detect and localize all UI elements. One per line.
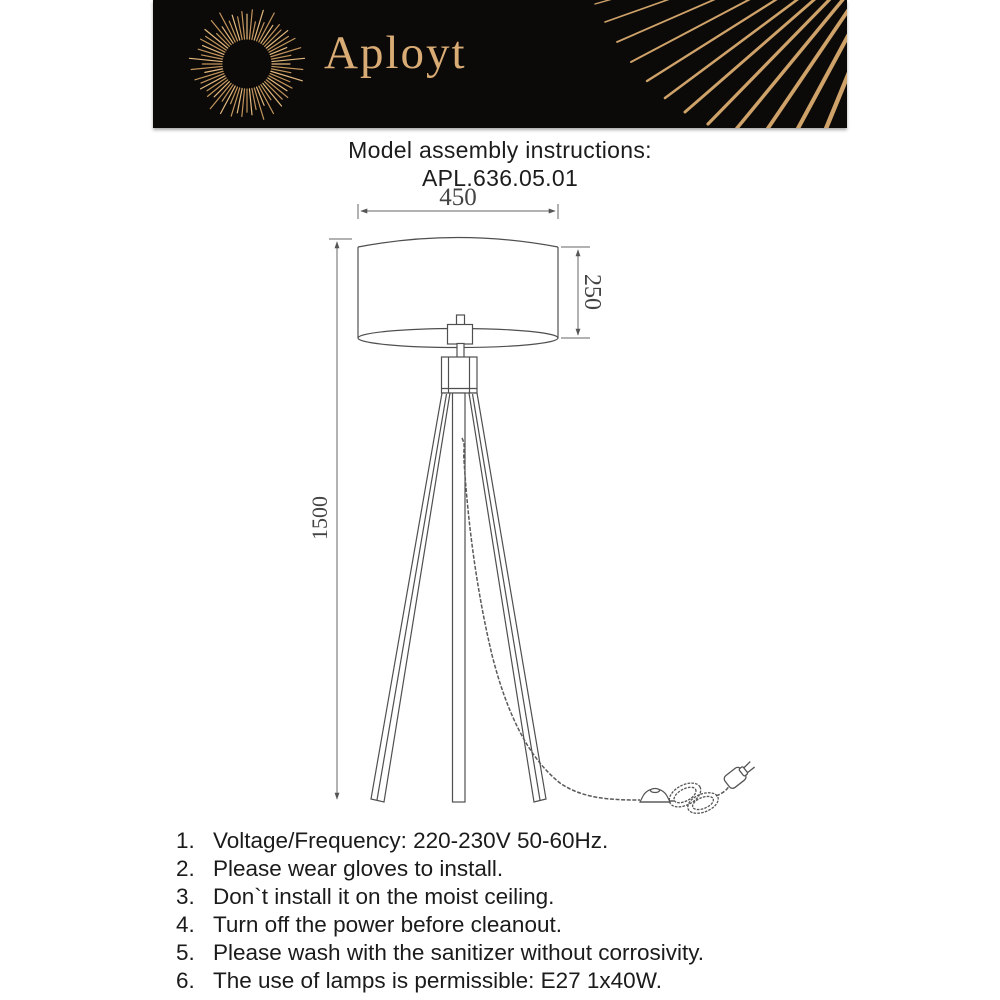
list-item <box>176 939 704 967</box>
item-number: 6. <box>176 968 195 993</box>
page-title: Model assembly instructions: <box>348 137 652 163</box>
list-item <box>176 911 704 939</box>
tripod-stand <box>371 344 546 803</box>
switch <box>640 789 670 803</box>
item-text: Turn off the power before cleanout. <box>213 912 562 937</box>
item-text: Don`t install it on the moist ceiling. <box>213 884 555 909</box>
dimension-total-height <box>329 239 352 799</box>
list-item <box>176 855 704 883</box>
dim-width-label: 450 <box>439 184 477 211</box>
plug <box>723 758 757 790</box>
power-cord <box>462 438 729 801</box>
cable-coil <box>665 778 721 817</box>
item-text: Please wash with the sanitizer without corrosivity. <box>213 940 705 965</box>
list-item <box>176 967 704 995</box>
item-text: The use of lamps is permissible: E27 1x40W. <box>213 968 662 993</box>
item-number: 3. <box>176 884 195 909</box>
item-text: Please wear gloves to install. <box>213 856 504 881</box>
list-item <box>176 883 704 911</box>
lamp-shade <box>358 238 558 348</box>
item-number: 4. <box>176 912 195 937</box>
instructions-list <box>176 827 704 995</box>
item-number: 5. <box>176 940 195 965</box>
item-text: Voltage/Frequency: 220-230V 50-60Hz. <box>213 828 609 853</box>
model-number: APL.636.05.01 <box>421 165 579 191</box>
list-item <box>176 827 704 855</box>
item-number: 1. <box>176 828 195 853</box>
item-number: 2. <box>176 856 195 881</box>
brand-logo-text: Aployt <box>324 27 467 79</box>
dim-total-height-label: 1500 <box>307 496 332 540</box>
dim-shade-height-label: 250 <box>579 274 605 310</box>
